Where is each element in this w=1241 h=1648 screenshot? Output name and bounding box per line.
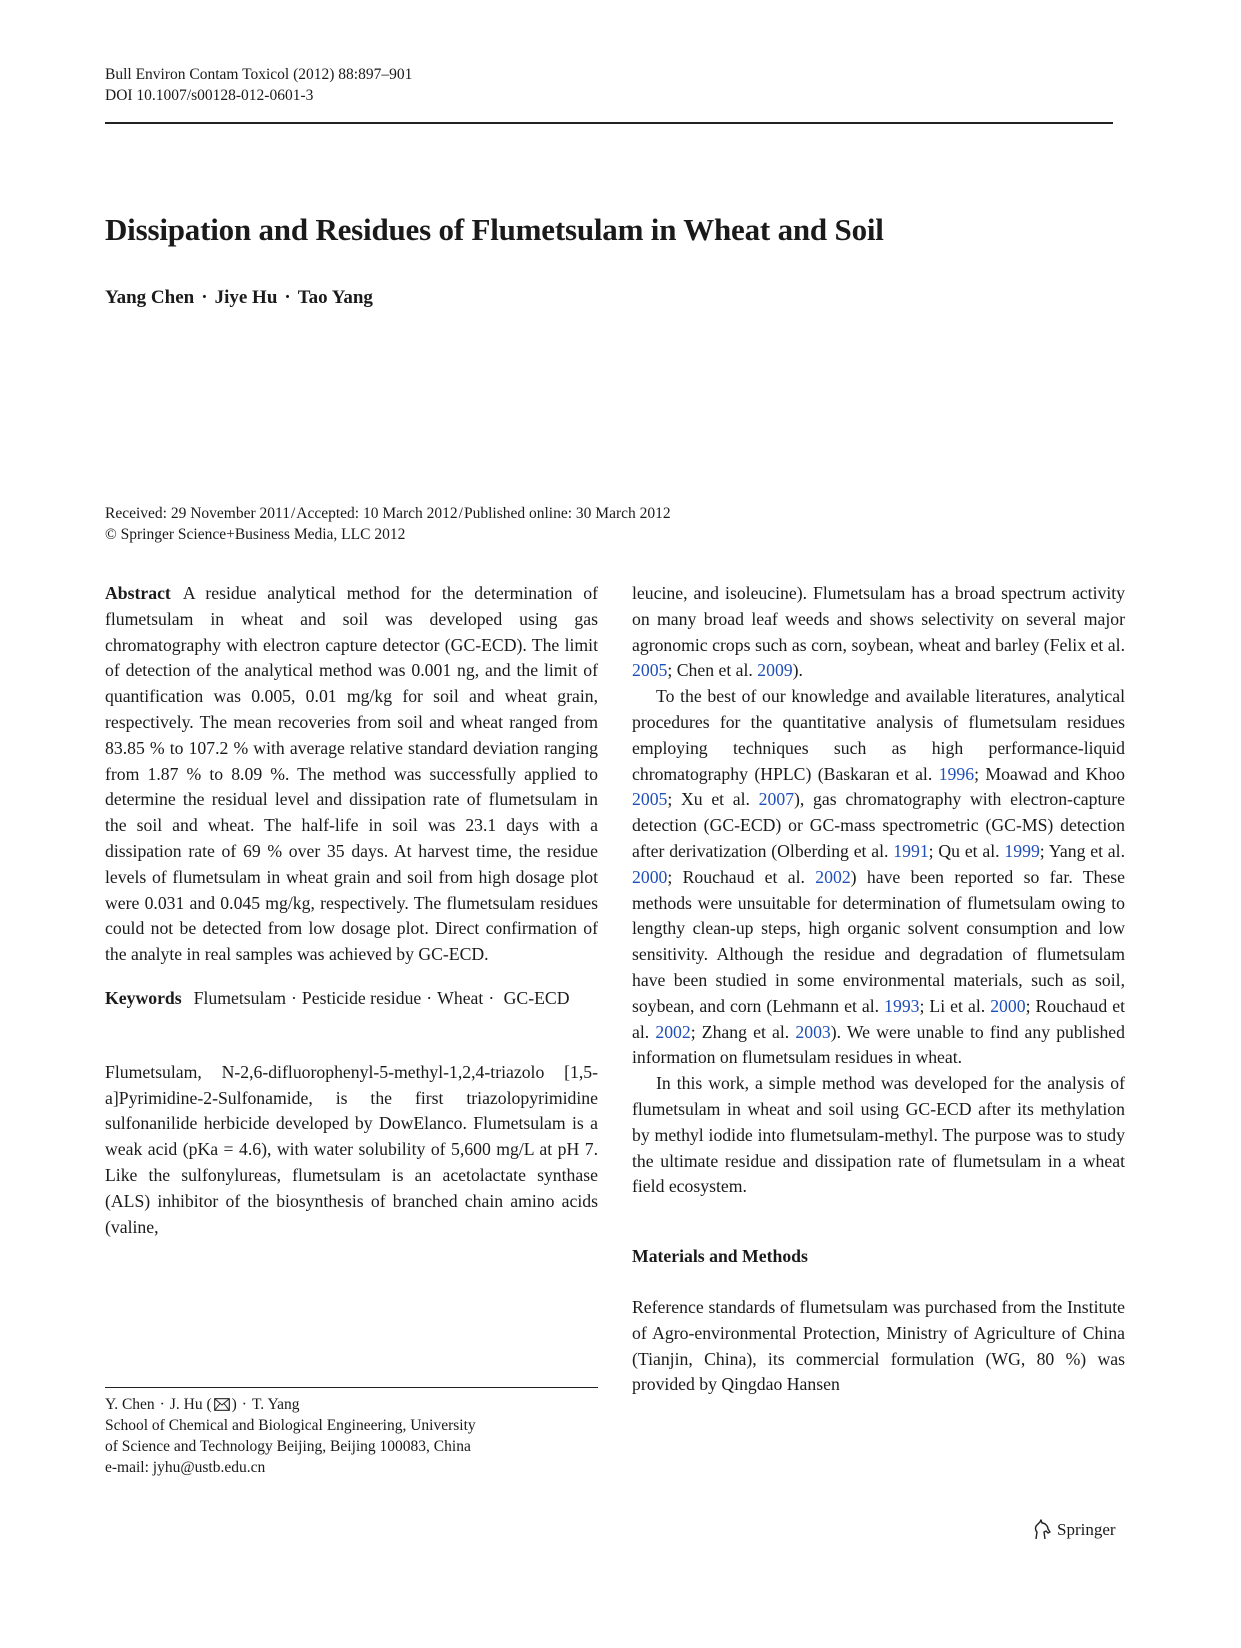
author-name: Yang Chen bbox=[105, 287, 195, 308]
keywords-label: Keywords bbox=[105, 987, 182, 1008]
affiliation-line: School of Chemical and Biological Engineering, University bbox=[105, 1417, 476, 1434]
author-name: Jiye Hu bbox=[214, 287, 278, 308]
publication-dates bbox=[105, 503, 671, 545]
doi: DOI 10.1007/s00128-012-0601-3 bbox=[105, 87, 314, 104]
abstract-text: A residue analytical method for the determination of flumetsulam in wheat and soil was developed using gas chromatography with electron capture detector (GC-ECD). The limit of detection of the analytical method was 0.001 ng, and the limit of quantification was 0.005, 0.01 mg/kg for soil and wheat grain, respectively. The mean recoveries from soil and wheat ranged from 83.85 % to 107.2 % with average relative standard deviation ranging from 1.87 % to 8.09 %. The method was successfully applied to determine the residual level and dissipation rate of flumetsulam in the soil and wheat. The half-life in soil was 23.1 days with a dissipation rate of 69 % over 35 days. At harvest time, the residue levels of flumetsulam in wheat grain and soil from high dosage plot were 0.031 and 0.045 mg/kg, respectively. The flumetsulam residues could not be detected from low dosage plot. Direct confirmation of the analyte in real samples was achieved by GC-ECD. bbox=[105, 583, 598, 965]
citation-link[interactable]: 2009 bbox=[757, 660, 793, 681]
methods-paragraph: Reference standards of flumetsulam was purchased from the Institute of Agro-environmental Protection, Ministry of Agriculture of China (Tianjin, China), its commercial formulation (WG, 80 %) was provided by Qingdao Hansen bbox=[632, 1296, 1125, 1395]
citation-link[interactable]: 1993 bbox=[884, 995, 920, 1016]
email: e-mail: jyhu@ustb.edu.cn bbox=[105, 1459, 266, 1476]
citation-link[interactable]: 2002 bbox=[815, 866, 851, 887]
citation-link[interactable]: 2005 bbox=[632, 660, 668, 681]
publisher-logo bbox=[1031, 1519, 1116, 1541]
keyword: GC-ECD bbox=[503, 987, 570, 1008]
keyword: Wheat bbox=[437, 987, 484, 1008]
intro-paragraph-continued: leucine, and isoleucine). Flumetsulam has a broad spectrum activity on many broad leaf weeds and shows selectivity on several major agronomic crops such as corn, soybean, wheat and barley (Felix et al. 2005; Chen et al. 2009). bbox=[632, 583, 1125, 681]
aim-paragraph: In this work, a simple method was developed for the analysis of flumetsulam in wheat and soil using GC-ECD after its methylation by methyl iodide into flumetsulam-methyl. The purpose was to study the ultimate residue and dissipation rate of flumetsulam in a wheat field ecosystem. bbox=[632, 1073, 1125, 1197]
header-rule bbox=[105, 122, 1113, 124]
citation-link[interactable]: 2007 bbox=[758, 789, 795, 810]
author-separator: · bbox=[201, 287, 208, 308]
right-column bbox=[632, 581, 1125, 1398]
keywords: Keywords Flumetsulam · Pesticide residue · Wheat · GC-ECD bbox=[105, 987, 570, 1008]
abstract bbox=[105, 581, 598, 968]
accepted-date: Accepted: 10 March 2012 bbox=[296, 505, 458, 522]
footnote-authors: Y. Chen · J. Hu ( ) · T. Yang bbox=[105, 1396, 300, 1413]
literature-paragraph: To the best of our knowledge and available literatures, analytical procedures for the quantitative analysis of flumetsulam residues employing techniques such as high performance-liquid chromatography (HPLC) (Baskaran et al. 1996; Moawad and Khoo 2005; Xu et al. 2007), gas chromatography with electron-capture detection (GC-ECD) or GC-mass spectrometric (GC-MS) detection after derivatization (Olberding et al. 1991; Qu et al. 1999; Yang et al. 2000; Rouchaud et al. 2002) have been reported so far. These methods were unsuitable for determination of flumetsulam owing to lengthy clean-up steps, high organic solvent consumption and low sensitivity. Although the residue and degradation of flumetsulam have been studied in some environmental materials, such as soil, soybean, and corn (Lehmann et al. 1993; Li et al. 2000; Rouchaud et al. 2002; Zhang et al. 2003). We were unable to find any published information on flumetsulam residues in wheat. bbox=[632, 686, 1126, 1068]
envelope-icon bbox=[214, 1398, 230, 1411]
affiliation-line: of Science and Technology Beijing, Beijing 100083, China bbox=[105, 1438, 471, 1455]
copyright: © Springer Science+Business Media, LLC 2012 bbox=[105, 526, 406, 543]
citation-link[interactable]: 2002 bbox=[655, 1021, 691, 1042]
journal-header bbox=[105, 64, 412, 106]
section-heading: Materials and Methods bbox=[632, 1246, 808, 1267]
left-column bbox=[105, 581, 598, 1240]
publisher-name: Springer bbox=[1057, 1520, 1116, 1539]
keyword: Pesticide residue bbox=[301, 987, 422, 1008]
citation-link[interactable]: 2005 bbox=[632, 789, 668, 810]
citation-link[interactable]: 2000 bbox=[632, 866, 668, 887]
footnote-rule bbox=[105, 1387, 598, 1388]
citation-link[interactable]: 1996 bbox=[938, 763, 975, 784]
received-date: Received: 29 November 2011 bbox=[105, 505, 290, 522]
author-name: Tao Yang bbox=[297, 287, 373, 308]
springer-horse-icon bbox=[1031, 1519, 1053, 1541]
author-footnote bbox=[105, 1394, 476, 1478]
published-date: Published online: 30 March 2012 bbox=[463, 505, 671, 522]
history-line: Received: 29 November 2011/Accepted: 10 March 2012/Published online: 30 March 2012 bbox=[105, 505, 671, 522]
abstract-label: Abstract bbox=[105, 583, 171, 603]
citation-link[interactable]: 2003 bbox=[795, 1021, 831, 1042]
author-list bbox=[105, 287, 373, 309]
keyword: Flumetsulam bbox=[193, 987, 287, 1008]
journal-citation: Bull Environ Contam Toxicol (2012) 88:897–901 bbox=[105, 66, 413, 83]
author-separator: · bbox=[284, 287, 291, 308]
citation-link[interactable]: 2000 bbox=[990, 995, 1026, 1016]
citation-link[interactable]: 1999 bbox=[1004, 840, 1040, 861]
citation-link[interactable]: 1991 bbox=[893, 840, 929, 861]
paper-title: Dissipation and Residues of Flumetsulam in Wheat and Soil bbox=[105, 212, 884, 247]
intro-paragraph: Flumetsulam, N-2,6-difluorophenyl-5-methyl-1,2,4-triazolo [1,5-a]Pyrimidine-2-Sulfonamide, is the first triazolopyrimidine sulfonanilide herbicide developed by DowElanco. Flumetsulam is a weak acid (pKa = 4.6), with water solubility of 5,600 mg/L at pH 7. Like the sulfonylureas, flumetsulam is an acetolactate synthase (ALS) inhibitor of the biosynthesis of branched chain amino acids (valine, bbox=[105, 1061, 598, 1237]
